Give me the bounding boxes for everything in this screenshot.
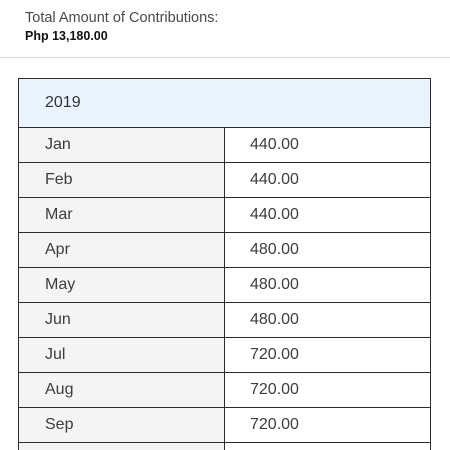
- month-cell: Mar: [19, 198, 225, 232]
- table-row: [19, 373, 430, 408]
- amount-cell: 480.00: [225, 268, 430, 302]
- amount-cell: 440.00: [225, 163, 430, 197]
- table-row: [19, 408, 430, 443]
- contributions-table: [18, 78, 431, 450]
- month-cell: Apr: [19, 233, 225, 267]
- month-cell: Jan: [19, 128, 225, 162]
- amount-cell: 480.00: [225, 303, 430, 337]
- table-row: [19, 163, 430, 198]
- table-row: [19, 268, 430, 303]
- month-cell: Feb: [19, 163, 225, 197]
- month-cell: Aug: [19, 373, 225, 407]
- table-row: [19, 338, 430, 373]
- contributions-summary: [25, 9, 218, 44]
- month-cell: Jun: [19, 303, 225, 337]
- table-row: [19, 303, 430, 338]
- total-contributions-value: Php 13,180.00: [25, 29, 108, 43]
- month-cell: [19, 443, 225, 450]
- year-header: 2019: [19, 79, 430, 128]
- amount-cell: 440.00: [225, 128, 430, 162]
- section-divider: [0, 57, 450, 58]
- month-cell: Sep: [19, 408, 225, 442]
- amount-cell: 720.00: [225, 408, 430, 442]
- amount-cell: [225, 443, 430, 450]
- table-row: [19, 128, 430, 163]
- table-row: [19, 443, 430, 450]
- total-contributions-label: Total Amount of Contributions:: [25, 10, 219, 26]
- amount-cell: 720.00: [225, 338, 430, 372]
- month-cell: Jul: [19, 338, 225, 372]
- amount-cell: 480.00: [225, 233, 430, 267]
- amount-cell: 440.00: [225, 198, 430, 232]
- amount-cell: 720.00: [225, 373, 430, 407]
- table-row: [19, 198, 430, 233]
- table-row: [19, 233, 430, 268]
- month-cell: May: [19, 268, 225, 302]
